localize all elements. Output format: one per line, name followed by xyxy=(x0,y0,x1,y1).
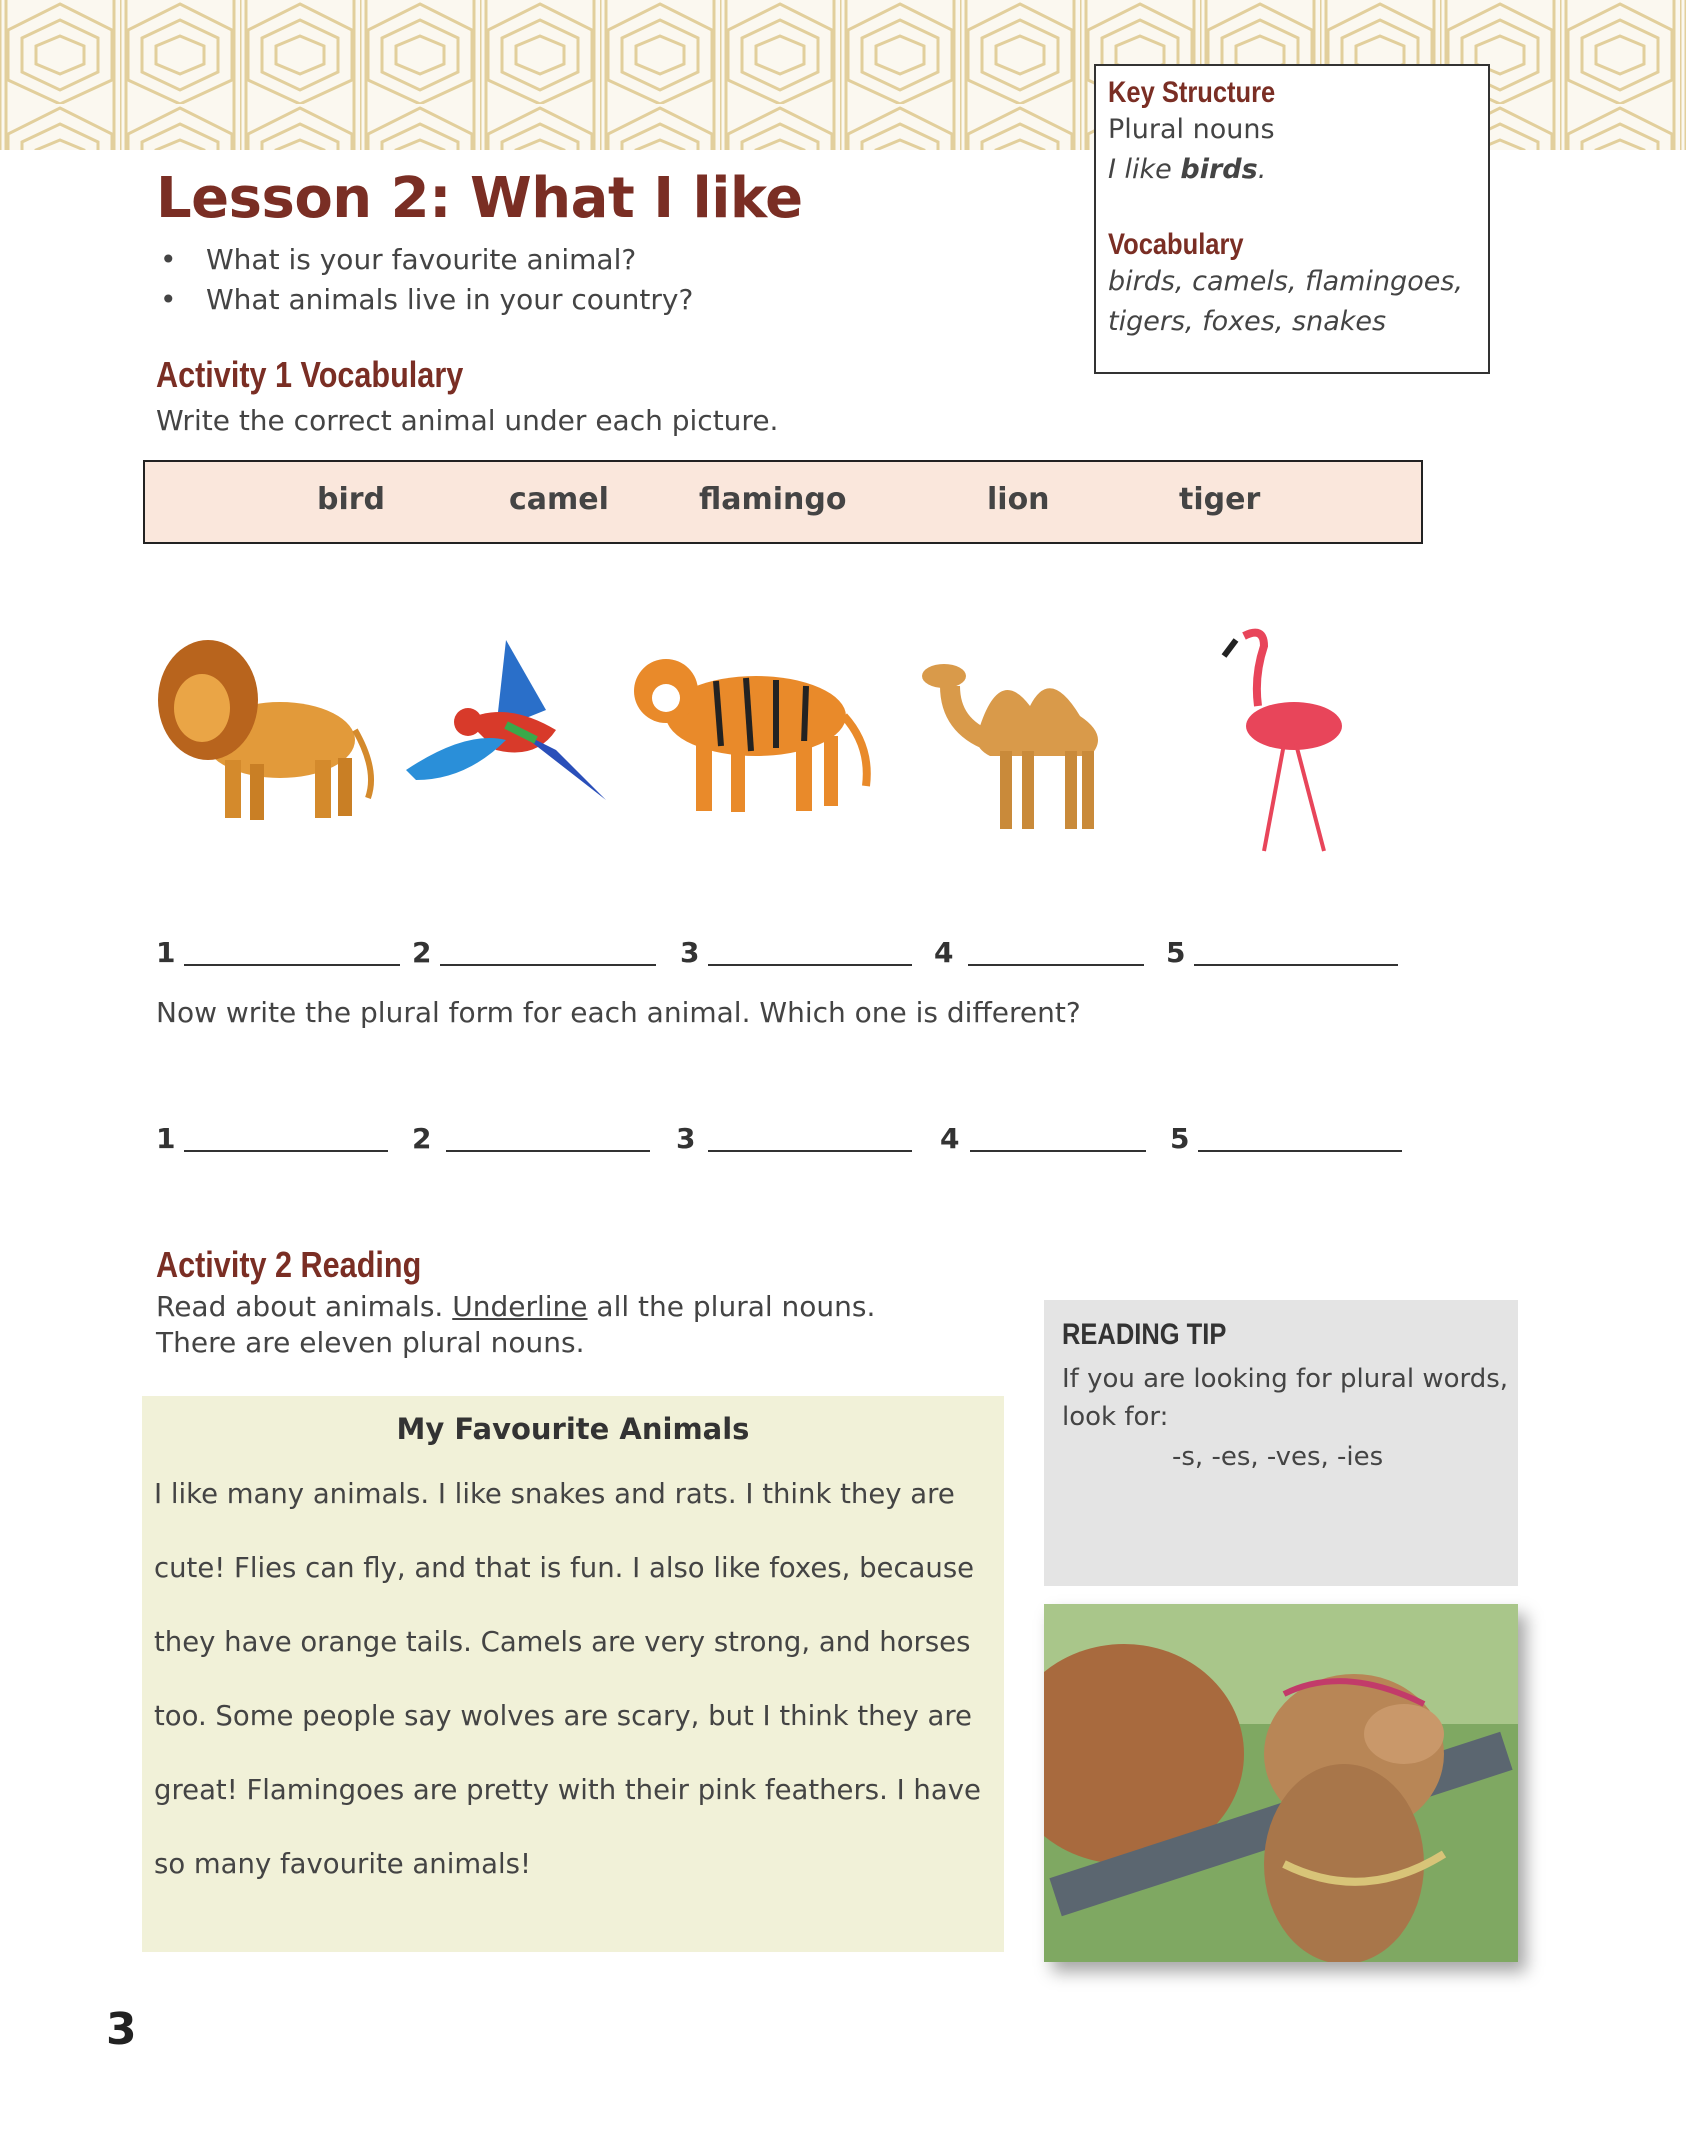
word-bank-item: lion xyxy=(987,482,1050,517)
answer-number: 4 xyxy=(934,936,954,969)
answer-blank[interactable] xyxy=(970,1150,1146,1152)
answer-blank[interactable] xyxy=(440,964,656,966)
answer-blank[interactable] xyxy=(1198,1150,1402,1152)
story-line: great! Flamingoes are pretty with their pink feathers. I have xyxy=(154,1774,981,1806)
tiger-icon xyxy=(626,636,876,816)
word-bank-item: flamingo xyxy=(699,482,847,517)
word-bank-item: bird xyxy=(317,482,386,517)
reading-tip-text: look for: xyxy=(1062,1402,1169,1432)
activity2-instruction-line2: There are eleven plural nouns. xyxy=(156,1326,585,1359)
flamingo-icon xyxy=(1214,626,1354,856)
vocabulary-line: birds, camels, flamingoes, xyxy=(1108,266,1463,297)
reading-tip-endings: -s, -es, -ves, -ies xyxy=(1172,1442,1384,1472)
key-structure-heading: Key Structure xyxy=(1108,76,1276,109)
activity2-heading: Activity 2 Reading xyxy=(156,1244,422,1285)
answer-blank[interactable] xyxy=(708,964,912,966)
camel-photo xyxy=(1044,1604,1518,1962)
activity2-instruction: Read about animals. Underline all the plural nouns. xyxy=(156,1290,876,1323)
answer-number: 5 xyxy=(1170,1122,1190,1155)
reading-tip-text: If you are looking for plural words, xyxy=(1062,1364,1509,1394)
answer-number: 2 xyxy=(412,936,432,969)
answer-number: 3 xyxy=(680,936,700,969)
story-line: too. Some people say wolves are scary, but I think they are xyxy=(154,1700,972,1732)
story-line: so many favourite animals! xyxy=(154,1848,531,1880)
plural-instruction: Now write the plural form for each animal. Which one is different? xyxy=(156,996,1081,1029)
camel-icon xyxy=(920,646,1140,836)
story-line: I like many animals. I like snakes and rats. I think they are xyxy=(154,1478,955,1510)
answer-blank[interactable] xyxy=(446,1150,650,1152)
answer-blank[interactable] xyxy=(1194,964,1398,966)
discussion-questions xyxy=(160,240,693,320)
activity1-instruction: Write the correct animal under each picture. xyxy=(156,404,779,437)
answer-blank[interactable] xyxy=(184,1150,388,1152)
answer-number: 5 xyxy=(1166,936,1186,969)
lesson-title: Lesson 2: What I like xyxy=(156,166,803,231)
parrot-icon xyxy=(406,630,616,810)
vocabulary-heading: Vocabulary xyxy=(1108,228,1244,261)
story-line: cute! Flies can fly, and that is fun. I also like foxes, because xyxy=(154,1552,975,1584)
word-bank xyxy=(143,460,1423,544)
answer-number: 1 xyxy=(156,936,176,969)
question-item: • What is your favourite animal? xyxy=(160,243,637,276)
answer-number: 2 xyxy=(412,1122,432,1155)
key-structure-box xyxy=(1094,64,1490,374)
word-bank-item: camel xyxy=(509,482,609,517)
answer-number: 4 xyxy=(940,1122,960,1155)
word-bank-item: tiger xyxy=(1179,482,1261,517)
page-number: 3 xyxy=(106,2004,137,2055)
story-line: they have orange tails. Camels are very strong, and horses xyxy=(154,1626,971,1658)
answer-number: 1 xyxy=(156,1122,176,1155)
reading-tip-heading: READING TIP xyxy=(1062,1318,1227,1351)
answer-blank[interactable] xyxy=(968,964,1144,966)
question-item: • What animals live in your country? xyxy=(160,283,694,316)
key-structure-line: Plural nouns xyxy=(1108,114,1275,145)
answer-number: 3 xyxy=(676,1122,696,1155)
story-title: My Favourite Animals xyxy=(396,1412,750,1446)
activity1-heading: Activity 1 Vocabulary xyxy=(156,354,464,395)
key-structure-example: I like birds. xyxy=(1108,154,1267,185)
vocabulary-line: tigers, foxes, snakes xyxy=(1108,306,1387,337)
answer-blank[interactable] xyxy=(708,1150,912,1152)
answer-blank[interactable] xyxy=(184,964,400,966)
lion-icon xyxy=(150,630,380,830)
